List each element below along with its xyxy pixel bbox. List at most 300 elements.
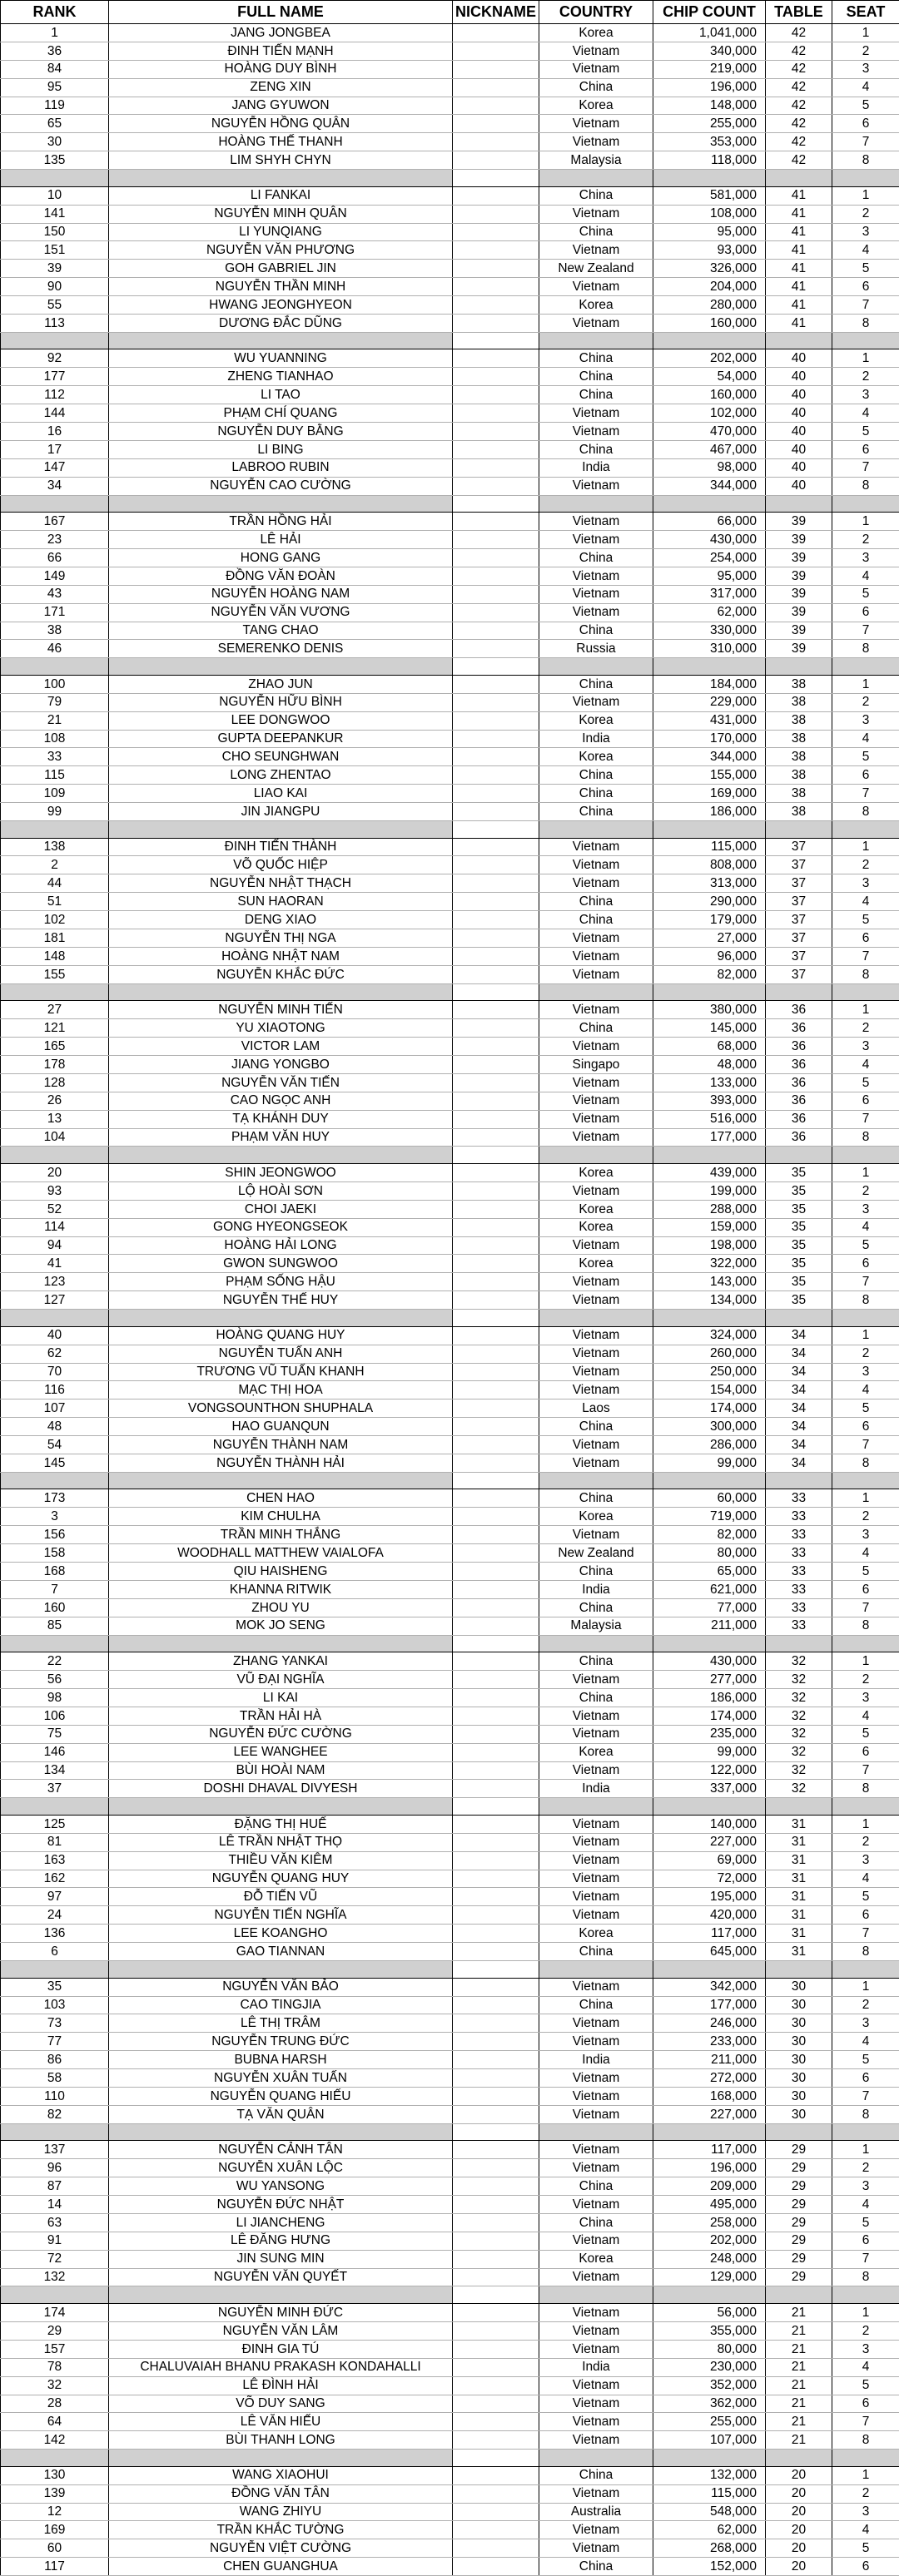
cell-table: 37 [766,838,832,856]
cell-table: 37 [766,965,832,983]
cell-chip-count: 69,000 [653,1851,766,1870]
cell-nickname [453,603,539,622]
table-row [1,748,899,766]
cell-country: Vietnam [539,2413,653,2431]
cell-full-name: MẠC THỊ HOA [109,1381,453,1399]
cell-seat: 1 [832,1978,899,1996]
table-row [1,1943,899,1961]
cell-table: 42 [766,42,832,60]
table-row [1,205,899,223]
cell-seat: 1 [832,838,899,856]
cell-full-name: HAO GUANQUN [109,1418,453,1436]
cell-table: 39 [766,531,832,549]
cell-full-name: BUBNA HARSH [109,2051,453,2069]
cell-rank: 17 [1,440,109,458]
cell-full-name: NGUYỄN NHẬT THẠCH [109,874,453,893]
cell-nickname [453,115,539,133]
cell-seat: 1 [832,186,899,205]
cell-full-name: TRẦN HẢI HÀ [109,1707,453,1725]
cell-country: Malaysia [539,1617,653,1635]
cell-full-name: TANG CHAO [109,622,453,640]
cell-seat: 3 [832,2340,899,2358]
separator-cell [109,1635,453,1652]
cell-table: 35 [766,1200,832,1218]
cell-table: 20 [766,2539,832,2558]
cell-seat: 6 [832,115,899,133]
cell-nickname [453,133,539,151]
table-row [1,1110,899,1128]
cell-country: Vietnam [539,585,653,603]
cell-table: 31 [766,1815,832,1833]
cell-full-name: CHO SEUNGHWAN [109,748,453,766]
separator-cell [832,1798,899,1816]
cell-seat: 8 [832,2431,899,2450]
separator-cell [539,170,653,187]
cell-nickname [453,1888,539,1906]
table-row [1,2413,899,2431]
cell-rank: 107 [1,1399,109,1418]
table-row [1,567,899,585]
cell-rank: 66 [1,548,109,567]
table-separator [1,2123,899,2141]
cell-chip-count: 154,000 [653,1381,766,1399]
separator-cell [1,2123,109,2141]
cell-nickname [453,893,539,911]
cell-nickname [453,693,539,711]
table-row [1,693,899,711]
table-row [1,1925,899,1943]
cell-seat: 4 [832,893,899,911]
cell-seat: 6 [832,440,899,458]
cell-rank: 110 [1,2087,109,2105]
cell-seat: 2 [832,2484,899,2503]
cell-nickname [453,2358,539,2376]
cell-table: 29 [766,2159,832,2177]
cell-nickname [453,1563,539,1581]
cell-country: China [539,1996,653,2014]
separator-cell [539,495,653,513]
table-row [1,1399,899,1418]
cell-chip-count: 229,000 [653,693,766,711]
table-row [1,2250,899,2268]
separator-cell [453,1472,539,1489]
cell-seat: 8 [832,1780,899,1798]
separator-cell [832,1147,899,1164]
cell-nickname [453,1436,539,1454]
cell-chip-count: 255,000 [653,2413,766,2431]
cell-seat: 7 [832,622,899,640]
cell-full-name: ĐINH TIẾN THÀNH [109,838,453,856]
cell-seat: 5 [832,585,899,603]
cell-country: Vietnam [539,115,653,133]
cell-country: Vietnam [539,693,653,711]
table-row [1,1671,899,1689]
table-row [1,1019,899,1038]
cell-rank: 20 [1,1164,109,1182]
cell-rank: 36 [1,42,109,60]
cell-rank: 72 [1,2250,109,2268]
cell-table: 21 [766,2395,832,2413]
cell-chip-count: 258,000 [653,2213,766,2232]
cell-country: Vietnam [539,1073,653,1092]
cell-table: 39 [766,567,832,585]
cell-nickname [453,260,539,278]
table-row [1,440,899,458]
cell-table: 39 [766,513,832,531]
separator-cell [453,1635,539,1652]
separator-cell [653,332,766,349]
cell-seat: 6 [832,929,899,948]
cell-rank: 167 [1,513,109,531]
cell-seat: 5 [832,2051,899,2069]
cell-chip-count: 310,000 [653,640,766,658]
cell-table: 39 [766,585,832,603]
cell-nickname [453,1508,539,1526]
cell-chip-count: 179,000 [653,911,766,929]
cell-table: 40 [766,458,832,477]
table-row [1,640,899,658]
cell-chip-count: 48,000 [653,1055,766,1073]
table-separator [1,983,899,1001]
cell-full-name: NGUYỄN DUY BẰNG [109,423,453,441]
cell-table: 31 [766,1888,832,1906]
table-row [1,223,899,241]
cell-table: 40 [766,477,832,495]
cell-nickname [453,349,539,368]
cell-full-name: HONG GANG [109,548,453,567]
cell-table: 33 [766,1617,832,1635]
separator-cell [109,170,453,187]
cell-seat: 7 [832,296,899,315]
cell-chip-count: 117,000 [653,2141,766,2159]
table-row [1,585,899,603]
cell-country: China [539,2177,653,2196]
cell-table: 32 [766,1688,832,1707]
cell-table: 35 [766,1218,832,1236]
cell-rank: 181 [1,929,109,948]
cell-chip-count: 115,000 [653,2484,766,2503]
cell-seat: 2 [832,1508,899,1526]
cell-country: Vietnam [539,929,653,948]
cell-country: Korea [539,1508,653,1526]
cell-table: 36 [766,1038,832,1056]
cell-full-name: DOSHI DHAVAL DIVYESH [109,1780,453,1798]
cell-full-name: CAO NGỌC ANH [109,1092,453,1110]
cell-full-name: JIN SUNG MIN [109,2250,453,2268]
cell-rank: 3 [1,1508,109,1526]
cell-full-name: NGUYỄN QUANG HUY [109,1870,453,1888]
cell-nickname [453,585,539,603]
separator-cell [109,1472,453,1489]
cell-chip-count: 467,000 [653,440,766,458]
cell-full-name: NGUYỄN VĂN QUYẾT [109,2268,453,2286]
cell-full-name: CHALUVAIAH BHANU PRAKASH KONDAHALLI [109,2358,453,2376]
cell-table: 42 [766,78,832,97]
cell-full-name: KHANNA RITWIK [109,1580,453,1598]
cell-full-name: NGUYỄN THẾ HUY [109,1291,453,1310]
cell-table: 42 [766,97,832,115]
cell-rank: 132 [1,2268,109,2286]
table-row [1,1164,899,1182]
cell-nickname [453,2521,539,2539]
cell-nickname [453,2250,539,2268]
cell-country: Vietnam [539,2521,653,2539]
cell-full-name: HOÀNG HẢI LONG [109,1236,453,1255]
cell-country: China [539,386,653,404]
cell-seat: 6 [832,2232,899,2250]
cell-full-name: ZHAO JUN [109,675,453,693]
table-row [1,711,899,730]
cell-chip-count: 581,000 [653,186,766,205]
separator-cell [539,1310,653,1327]
cell-rank: 21 [1,711,109,730]
cell-full-name: PHẠM SỐNG HẬU [109,1273,453,1291]
cell-country: Vietnam [539,1526,653,1544]
cell-seat: 7 [832,133,899,151]
cell-country: Vietnam [539,531,653,549]
cell-table: 36 [766,1055,832,1073]
cell-nickname [453,1454,539,1472]
header-seat: SEAT [832,1,899,24]
cell-full-name: TRẦN HỒNG HẢI [109,513,453,531]
separator-cell [832,332,899,349]
cell-seat: 7 [832,1761,899,1780]
cell-country: China [539,78,653,97]
table-separator [1,495,899,513]
cell-rank: 112 [1,386,109,404]
cell-rank: 109 [1,785,109,803]
cell-full-name: JANG JONGBEA [109,24,453,42]
table-row [1,911,899,929]
cell-rank: 73 [1,2014,109,2033]
table-row [1,965,899,983]
separator-cell [1,1472,109,1489]
cell-country: Vietnam [539,241,653,260]
cell-seat: 6 [832,766,899,785]
cell-chip-count: 260,000 [653,1345,766,1363]
table-row [1,1761,899,1780]
cell-table: 30 [766,2087,832,2105]
cell-seat: 4 [832,1870,899,1888]
table-row [1,1381,899,1399]
table-row [1,2069,899,2088]
cell-nickname [453,2539,539,2558]
cell-seat: 6 [832,1255,899,1273]
cell-full-name: BÙI THANH LONG [109,2431,453,2450]
cell-nickname [453,2304,539,2322]
separator-cell [653,1310,766,1327]
cell-seat: 5 [832,1236,899,1255]
cell-full-name: GAO TIANNAN [109,1943,453,1961]
cell-nickname [453,1761,539,1780]
cell-table: 32 [766,1707,832,1725]
cell-nickname [453,1671,539,1689]
table-separator [1,821,899,839]
cell-rank: 102 [1,911,109,929]
cell-seat: 4 [832,1707,899,1725]
cell-chip-count: 95,000 [653,223,766,241]
cell-country: Korea [539,1743,653,1761]
cell-seat: 8 [832,1454,899,1472]
cell-nickname [453,78,539,97]
cell-rank: 173 [1,1489,109,1508]
cell-seat: 2 [832,1181,899,1200]
table-row [1,1707,899,1725]
cell-seat: 5 [832,1073,899,1092]
separator-cell [1,1310,109,1327]
cell-table: 31 [766,1906,832,1925]
table-row [1,1888,899,1906]
cell-rank: 163 [1,1851,109,1870]
cell-country: Vietnam [539,2395,653,2413]
cell-table: 36 [766,1019,832,1038]
cell-table: 35 [766,1273,832,1291]
table-row [1,2051,899,2069]
cell-seat: 1 [832,1652,899,1671]
table-row [1,2340,899,2358]
cell-table: 42 [766,115,832,133]
cell-chip-count: 288,000 [653,1200,766,1218]
table-row [1,60,899,78]
cell-chip-count: 430,000 [653,531,766,549]
cell-seat: 1 [832,1001,899,1019]
cell-country: Vietnam [539,2069,653,2088]
table-row [1,1508,899,1526]
separator-cell [539,1472,653,1489]
cell-chip-count: 132,000 [653,2466,766,2484]
cell-rank: 138 [1,838,109,856]
cell-chip-count: 134,000 [653,1291,766,1310]
table-row [1,947,899,965]
cell-table: 30 [766,2069,832,2088]
cell-chip-count: 286,000 [653,1436,766,1454]
table-row [1,42,899,60]
cell-table: 33 [766,1544,832,1563]
cell-chip-count: 219,000 [653,60,766,78]
cell-rank: 16 [1,423,109,441]
table-row [1,548,899,567]
cell-chip-count: 246,000 [653,2014,766,2033]
table-separator [1,1310,899,1327]
cell-table: 30 [766,1978,832,1996]
cell-country: Korea [539,1255,653,1273]
cell-nickname [453,640,539,658]
table-row [1,838,899,856]
cell-chip-count: 56,000 [653,2304,766,2322]
cell-nickname [453,2321,539,2340]
cell-seat: 7 [832,785,899,803]
cell-full-name: THIỀU VĂN KIÊM [109,1851,453,1870]
cell-country: India [539,730,653,748]
table-row [1,856,899,874]
cell-nickname [453,531,539,549]
separator-cell [832,2123,899,2141]
cell-chip-count: 324,000 [653,1326,766,1345]
cell-chip-count: 82,000 [653,1526,766,1544]
cell-seat: 4 [832,1381,899,1399]
table-row [1,2141,899,2159]
cell-chip-count: 140,000 [653,1815,766,1833]
cell-full-name: NGUYỄN XUÂN LỘC [109,2159,453,2177]
table-row [1,766,899,785]
cell-rank: 123 [1,1273,109,1291]
cell-table: 42 [766,133,832,151]
cell-chip-count: 211,000 [653,1617,766,1635]
cell-country: Vietnam [539,2159,653,2177]
cell-country: Korea [539,748,653,766]
cell-country: Vietnam [539,1181,653,1200]
cell-full-name: LI FANKAI [109,186,453,205]
separator-cell [653,1961,766,1979]
cell-chip-count: 72,000 [653,1870,766,1888]
cell-table: 41 [766,241,832,260]
cell-seat: 6 [832,278,899,296]
cell-seat: 1 [832,1326,899,1345]
cell-country: China [539,911,653,929]
cell-seat: 3 [832,2177,899,2196]
cell-full-name: ĐỖ TIẾN VŨ [109,1888,453,1906]
header-row [1,1,899,24]
cell-rank: 84 [1,60,109,78]
cell-rank: 12 [1,2503,109,2521]
cell-nickname [453,911,539,929]
separator-cell [453,1147,539,1164]
cell-chip-count: 184,000 [653,675,766,693]
cell-nickname [453,838,539,856]
header-chip-count: CHIP COUNT [653,1,766,24]
cell-full-name: ZHENG TIANHAO [109,368,453,386]
cell-country: Vietnam [539,2321,653,2340]
cell-country: India [539,1780,653,1798]
table-row [1,2358,899,2376]
cell-country: Vietnam [539,1291,653,1310]
table-row [1,115,899,133]
cell-rank: 125 [1,1815,109,1833]
cell-chip-count: 344,000 [653,748,766,766]
cell-rank: 158 [1,1544,109,1563]
cell-nickname [453,2340,539,2358]
cell-country: Vietnam [539,314,653,332]
cell-chip-count: 145,000 [653,1019,766,1038]
cell-chip-count: 177,000 [653,1996,766,2014]
cell-rank: 41 [1,1255,109,1273]
cell-country: China [539,1563,653,1581]
cell-country: Vietnam [539,477,653,495]
cell-chip-count: 80,000 [653,1544,766,1563]
table-body [1,24,899,2576]
separator-cell [453,332,539,349]
cell-seat: 2 [832,1345,899,1363]
table-row [1,2321,899,2340]
cell-rank: 99 [1,803,109,821]
cell-country: Singapo [539,1055,653,1073]
cell-full-name: NGUYỄN XUÂN TUẤN [109,2069,453,2088]
table-row [1,2105,899,2123]
cell-seat: 6 [832,603,899,622]
cell-nickname [453,766,539,785]
cell-seat: 1 [832,2141,899,2159]
cell-full-name: ĐẶNG THỊ HUẾ [109,1815,453,1833]
cell-chip-count: 27,000 [653,929,766,948]
cell-nickname [453,1851,539,1870]
cell-country: Vietnam [539,1833,653,1851]
cell-rank: 6 [1,1943,109,1961]
cell-full-name: NGUYỄN HỒNG QUÂN [109,115,453,133]
cell-chip-count: 211,000 [653,2051,766,2069]
cell-rank: 62 [1,1345,109,1363]
separator-cell [1,1635,109,1652]
cell-chip-count: 148,000 [653,97,766,115]
